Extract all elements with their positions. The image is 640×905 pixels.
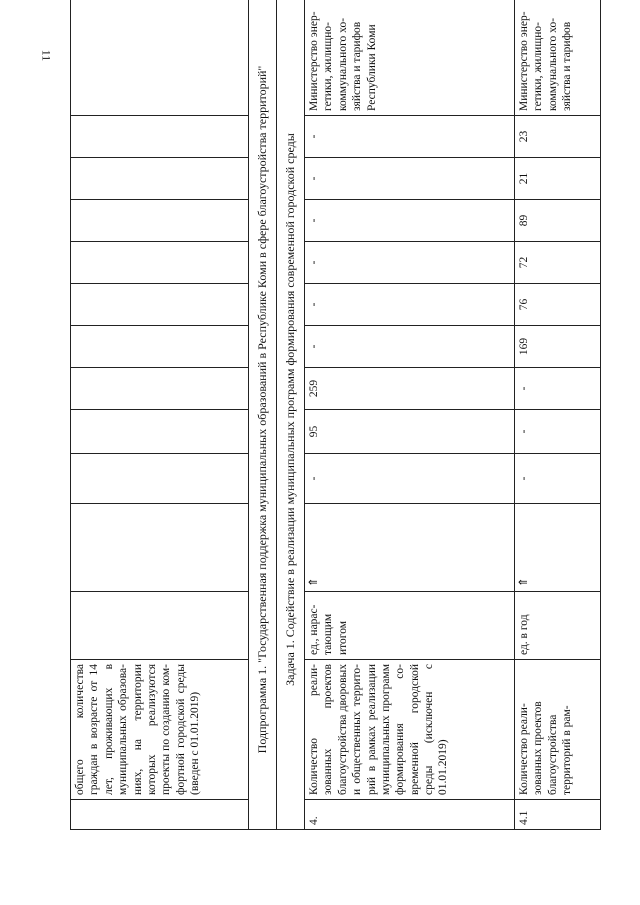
responsible-cell: Министерство энергетики, жилищно-коммунального хозяйства и тарифов Республики Коми (305, 0, 515, 116)
value-cell: - (515, 454, 601, 504)
value-cell: - (305, 326, 515, 368)
indicator-name: Количество реализованных проектов благоустройства дворовых и общественных территорий в рамках реализации муниципальных программ формирования современной городской среды (исключен с 01.01.2019) (305, 660, 515, 800)
row-number: 4.1 (515, 800, 601, 830)
trend-arrow: ⇑ (515, 504, 601, 592)
value-cell: - (305, 454, 515, 504)
table-row (277, 0, 305, 830)
value-cell: - (305, 284, 515, 326)
responsible-cell: Министерство энергетики, жилищно-коммунального хозяйства и тарифов (515, 0, 601, 116)
table-row (305, 0, 515, 830)
subprogram-title: Подпрограмма 1. "Государственная поддержка муниципальных образований в Республике Коми в сфере благоустройства территорий" (249, 0, 277, 830)
value-cell: - (515, 368, 601, 410)
indicator-table (70, 0, 601, 830)
unit-cell: ед., нарастающим итогом (305, 592, 515, 660)
unit-cell: ед. в год (515, 592, 601, 660)
value-cell: 72 (515, 242, 601, 284)
value-cell: 169 (515, 326, 601, 368)
value-cell: 89 (515, 200, 601, 242)
value-cell: - (305, 116, 515, 158)
value-cell: 259 (305, 368, 515, 410)
page-number: 11 (39, 49, 54, 62)
rotated-table-frame (70, 11, 600, 830)
value-cell: - (305, 158, 515, 200)
row-number: 4. (305, 800, 515, 830)
table-row (249, 0, 277, 830)
indicator-name: Количество реализованных проектов благоустройства территорий в рам- (515, 660, 601, 800)
value-cell: 21 (515, 158, 601, 200)
task-title: Задача 1. Содействие в реализации муниципальных программ формирования современной городской среды (277, 0, 305, 830)
value-cell: 95 (305, 410, 515, 454)
value-cell: - (305, 242, 515, 284)
value-cell: 23 (515, 116, 601, 158)
value-cell: - (305, 200, 515, 242)
table-row (71, 0, 249, 830)
table-row (515, 0, 601, 830)
value-cell: 76 (515, 284, 601, 326)
trend-arrow: ⇑ (305, 504, 515, 592)
value-cell: - (515, 410, 601, 454)
row-prev-text: общего количества граждан в возрасте от 14 лет, проживающих в муниципальных образованиях, на территории которых реализуются проекты по созданию комфортной городской среды (введен с 01.01.2019) (71, 660, 249, 800)
